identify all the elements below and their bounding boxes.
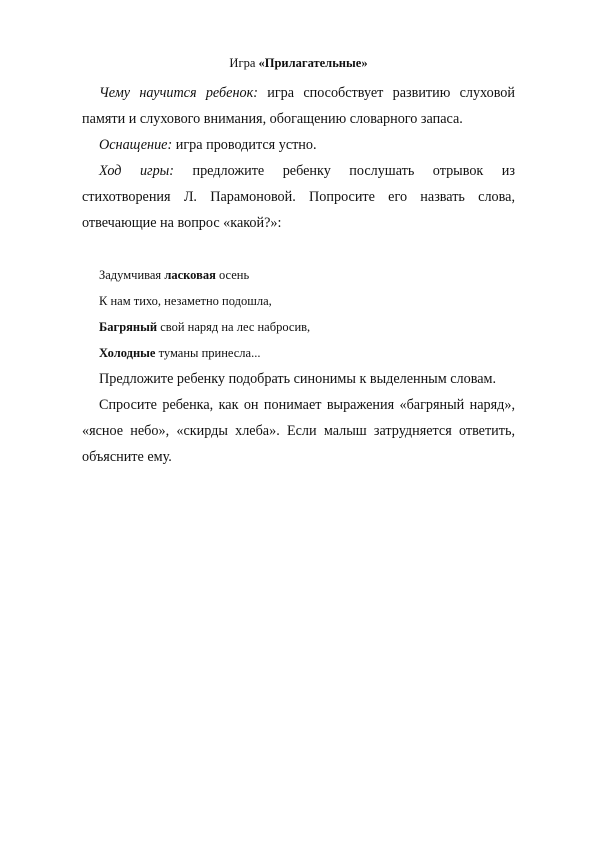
poem-line-2 bbox=[82, 288, 515, 314]
document-body bbox=[82, 55, 515, 470]
poem-line-1 bbox=[82, 262, 515, 288]
equipment-label: Оснащение: bbox=[99, 137, 173, 153]
equipment-paragraph bbox=[82, 132, 515, 158]
poem-line-1-before: Задумчивая bbox=[99, 268, 165, 282]
goal-label: Чему научится ребенок: bbox=[99, 85, 258, 101]
poem-line-4-bold: Холодные bbox=[99, 346, 156, 360]
poem-line-1-after: осень bbox=[215, 268, 250, 282]
poem-line-4-after: туманы принесла... bbox=[155, 346, 261, 360]
process-label: Ход игры: bbox=[99, 163, 175, 179]
page-title bbox=[82, 55, 515, 71]
process-paragraph bbox=[82, 158, 515, 236]
title-prefix: Игра bbox=[229, 56, 259, 70]
blank-line bbox=[82, 236, 515, 262]
poem-line-2-text: К нам тихо, незаметно подошла, bbox=[99, 294, 272, 308]
synonyms-task: Предложите ребенку подобрать синонимы к выделенным словам. bbox=[99, 371, 497, 387]
process-text: предложите ребенку послушать отрывок из стихотворения Л. Парамоновой. Попросите его назвать слова, отвечающие на вопрос «какой?»: bbox=[82, 163, 515, 231]
poem-line-3-bold: Багряный bbox=[99, 320, 158, 334]
goal-text: игра способствует развитию слуховой памяти и слухового внимания, обогащению словарного запаса. bbox=[82, 85, 515, 127]
game-name: «Прилагательные» bbox=[258, 56, 368, 70]
goal-paragraph bbox=[82, 80, 515, 132]
phrases-task: Спросите ребенка, как он понимает выражения «багряный наряд», «ясное небо», «скирды хлеба». Если малыш затрудняется ответить, объясните ему. bbox=[82, 397, 515, 465]
poem-line-1-bold: ласковая bbox=[164, 268, 216, 282]
poem-line-3-after: свой наряд на лес набросив, bbox=[157, 320, 311, 334]
equipment-text: игра проводится устно. bbox=[172, 137, 317, 153]
poem-line-4 bbox=[82, 340, 515, 366]
poem-line-3 bbox=[82, 314, 515, 340]
